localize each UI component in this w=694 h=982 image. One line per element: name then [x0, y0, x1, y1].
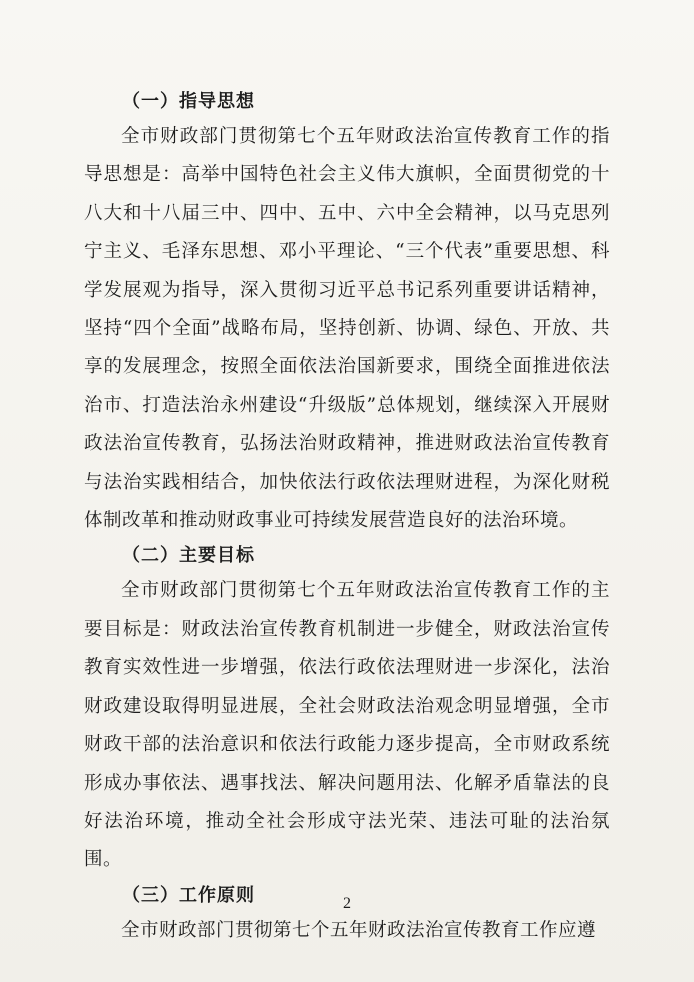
section-heading-main-goals: （二）主要目标 [122, 545, 255, 567]
section-heading-guiding-ideology: （一）指导思想 [122, 91, 255, 112]
page-number: 2 [343, 895, 351, 912]
section-paragraph-guiding-ideology: 全市财政部门贯彻第七个五年财政法治宣传教育工作的指导思想是：高举中国特色社会主义伟大旗帜，全面贯彻党的十八大和十八届三中、四中、五中、六中全会精神，以马克思列宁主义、毛泽东思想、邓小平理论、“三个代表”重要思想、科学发展观为指导，深入贯彻习近平总书记系列重要讲话精神，坚持“四个全面”战略布局，坚持创新、协调、绿色、开放、共享的发展理念，按照全面依法治国新要求，围绕全面推进依法治市、打造法治永州建设“升级版”总体规划，继续深入开展财政法治宣传教育，弘扬法治财政精神，推进财政法治宣传教育与法治实践相结合，加快依法行政依法理财进程，为深化财税体制改革和推动财政事业可持续发展营造良好的法治环境。 [84, 126, 610, 532]
section-paragraph-main-goals: 全市财政部门贯彻第七个五年财政法治宣传教育工作的主要目标是：财政法治宣传教育机制进一步健全，财政法治宣传教育实效性进一步增强，依法行政依法理财进一步深化，法治财政建设取得明显进展，全社会财政法治观念明显增强，全市财政干部的法治意识和依法行政能力逐步提高，全市财政系统形成办事依法、遇事找法、解决问题用法、化解矛盾靠法的良好法治环境，推动全社会形成守法光荣、违法可耻的法治氛围。 [84, 580, 610, 871]
document-body [84, 86, 610, 950]
section-heading-work-principles: （三）工作原则 [122, 884, 255, 906]
section-paragraph-work-principles: 全市财政部门贯彻第七个五年财政法治宣传教育工作应遵 [121, 919, 597, 941]
